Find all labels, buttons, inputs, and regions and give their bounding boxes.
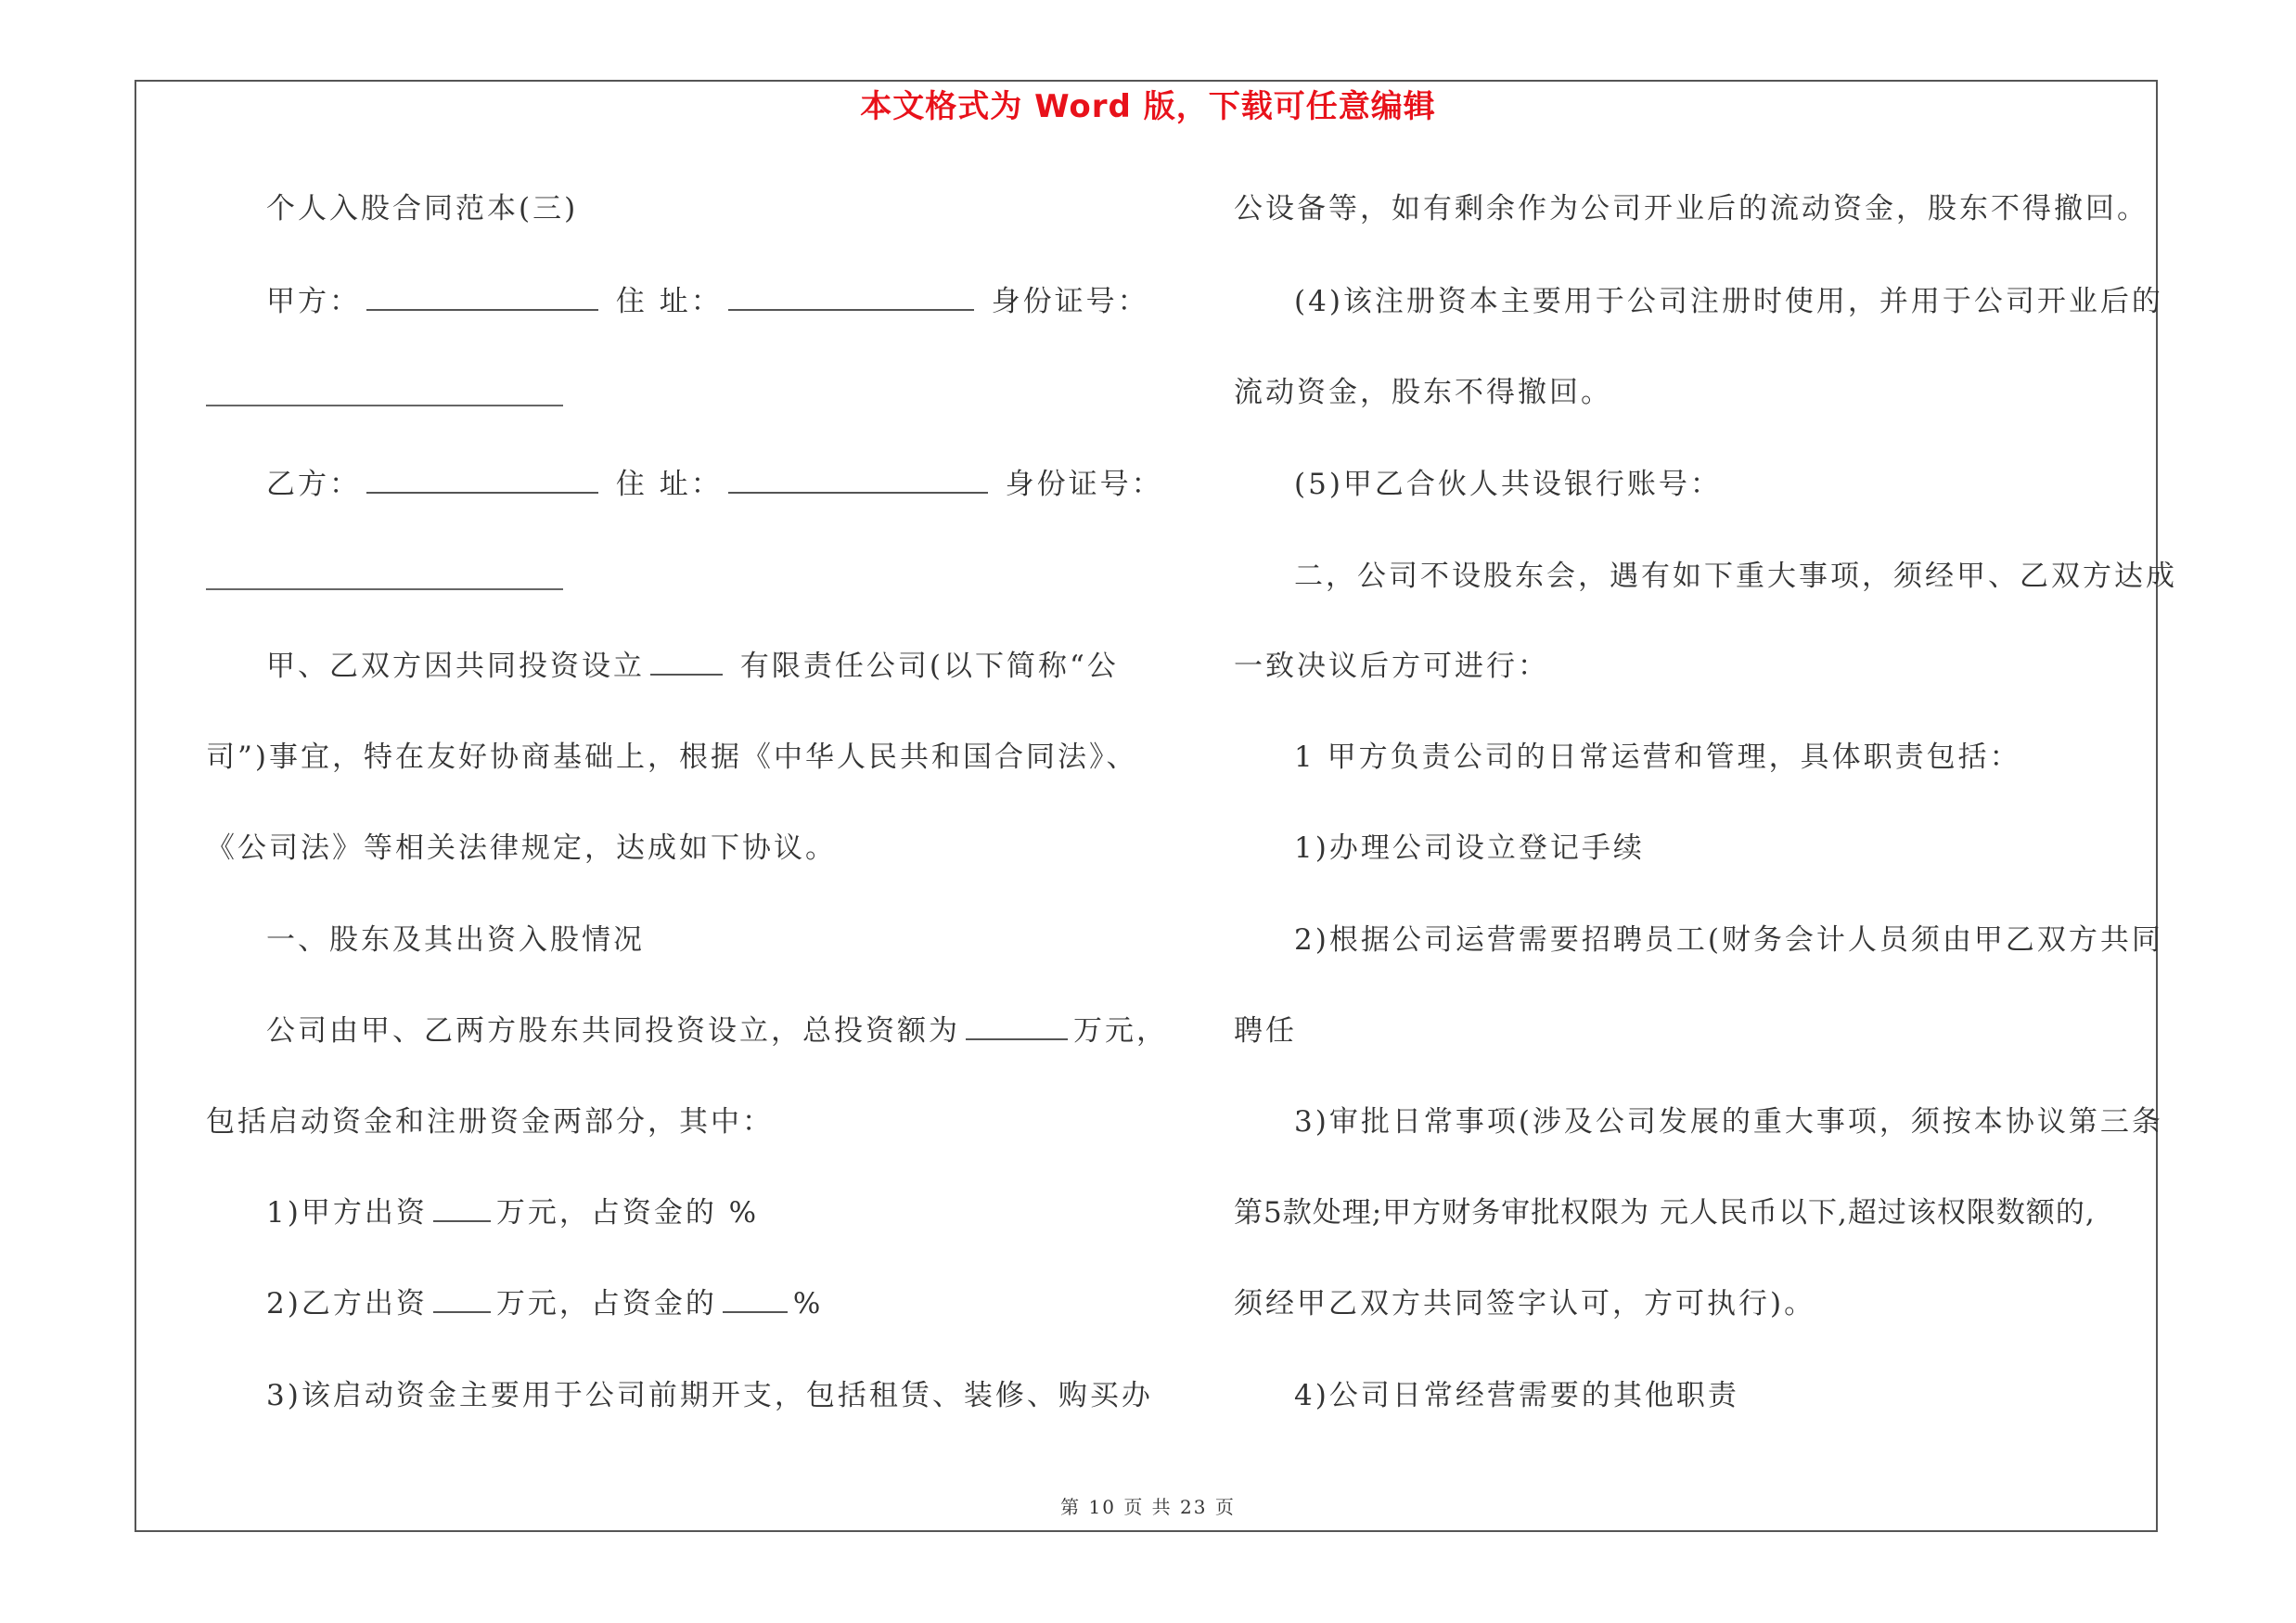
right-line-8: 1)办理公司设立登记手续	[1294, 831, 1645, 865]
para2-text-b: 万元，	[1073, 1014, 1168, 1048]
right-line-1: 公设备等，如有剩余作为公司开业后的流动资金，股东不得撤回。	[1234, 192, 2148, 225]
para2-line1	[266, 1008, 1168, 1054]
right-line-4: (5)甲乙合伙人共设银行账号：	[1294, 468, 1722, 501]
right-line-5: 二，公司不设股东会，遇有如下重大事项，须经甲、乙双方达成	[1294, 560, 2177, 593]
item2-text-a: 2)乙方出资	[266, 1287, 428, 1320]
right-line-14: 4)公司日常经营需要的其他职责	[1294, 1379, 1739, 1412]
party-a-address-blank[interactable]	[728, 283, 974, 311]
right-line-12: 第5款处理;甲方财务审批权限为 元人民币以下,超过该权限数额的,	[1234, 1196, 2096, 1230]
party-a-name-blank[interactable]	[366, 283, 598, 311]
item2-text-b: 万元，占资金的	[495, 1287, 717, 1320]
right-line-9: 2)根据公司运营需要招聘员工(财务会计人员须由甲乙双方共同	[1294, 923, 2163, 957]
party-b-name-blank[interactable]	[366, 466, 598, 494]
para1-text-a: 甲、乙双方因共同投资设立	[266, 650, 645, 683]
right-line-7: 1 甲方负责公司的日常运营和管理，具体职责包括：	[1294, 741, 2021, 774]
party-a-id-blank[interactable]	[206, 403, 563, 406]
party-a-address-label: 住 址：	[615, 285, 723, 318]
item1-line	[266, 1190, 759, 1236]
party-a-line	[266, 278, 1149, 325]
party-a-label: 甲方：	[266, 285, 361, 318]
party-b-address-blank[interactable]	[728, 466, 988, 494]
party-b-percent-blank[interactable]	[723, 1285, 788, 1313]
right-line-6: 一致决议后方可进行：	[1234, 650, 1549, 683]
item2-text-c: %	[792, 1287, 824, 1320]
right-line-11: 3)审批日常事项(涉及公司发展的重大事项，须按本协议第三条	[1294, 1105, 2163, 1139]
item2-line	[266, 1281, 823, 1327]
party-b-address-label: 住 址：	[615, 468, 723, 501]
para1-line2: 司”)事宜，特在友好协商基础上，根据《中华人民共和国合同法》、	[206, 741, 1138, 774]
para1-text-b: 有限责任公司(以下简称“公	[739, 650, 1119, 683]
total-investment-blank[interactable]	[966, 1012, 1068, 1040]
editable-notice-banner: 本文格式为 Word 版，下载可任意编辑	[860, 88, 1436, 125]
item1-text-b: 万元，占资金的 %	[495, 1196, 760, 1230]
para1-line1	[266, 643, 1119, 689]
party-a-contribution-blank[interactable]	[433, 1194, 491, 1222]
party-a-id-label: 身份证号：	[991, 285, 1149, 318]
party-b-id-label: 身份证号：	[1005, 468, 1163, 501]
right-line-2: (4)该注册资本主要用于公司注册时使用，并用于公司开业后的	[1294, 285, 2163, 318]
party-b-label: 乙方：	[266, 468, 361, 501]
right-line-10: 聘任	[1234, 1014, 1297, 1048]
party-b-id-blank[interactable]	[206, 586, 563, 590]
company-name-blank[interactable]	[650, 648, 723, 676]
party-b-contribution-blank[interactable]	[433, 1285, 491, 1313]
item1-text-a: 1)甲方出资	[266, 1196, 428, 1230]
contract-title: 个人入股合同范本(三)	[266, 192, 579, 225]
para1-line3: 《公司法》等相关法律规定，达成如下协议。	[206, 831, 837, 865]
item3-line: 3)该启动资金主要用于公司前期开支，包括租赁、装修、购买办	[266, 1379, 1153, 1412]
page-number-footer: 第 10 页 共 23 页	[1060, 1496, 1236, 1518]
para2-line2: 包括启动资金和注册资金两部分，其中：	[206, 1105, 774, 1139]
right-line-13: 须经甲乙双方共同签字认可，方可执行)。	[1234, 1287, 1816, 1320]
para2-text-a: 公司由甲、乙两方股东共同投资设立，总投资额为	[266, 1014, 960, 1048]
section1-heading: 一、股东及其出资入股情况	[266, 923, 645, 957]
party-b-line	[266, 461, 1163, 508]
right-line-3: 流动资金，股东不得撤回。	[1234, 376, 1612, 409]
